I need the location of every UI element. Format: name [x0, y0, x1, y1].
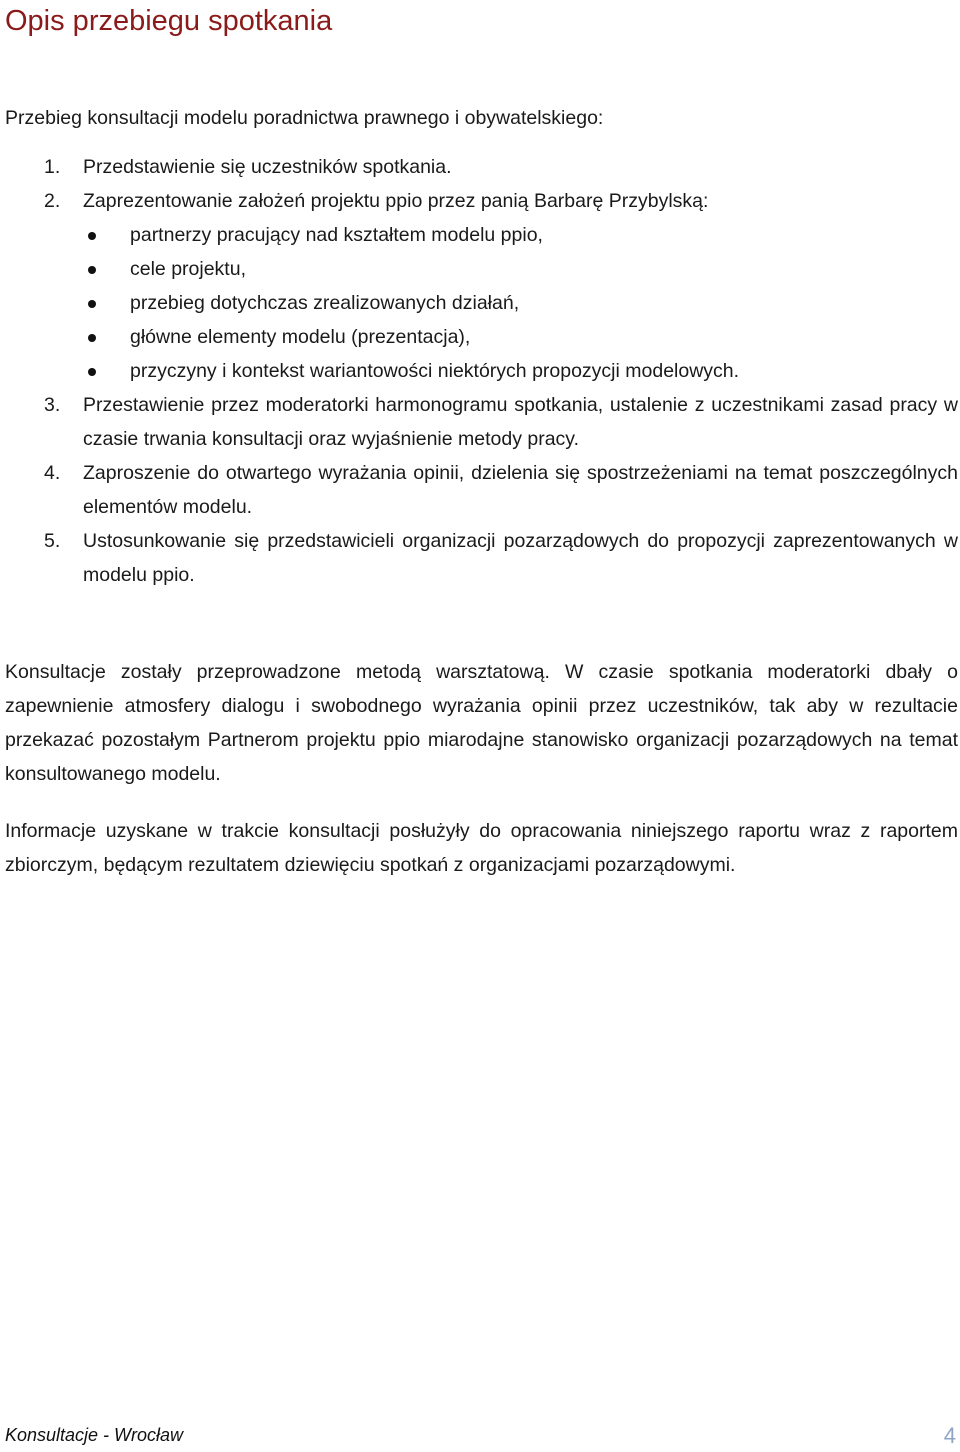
sub-list-item: [83, 286, 958, 320]
sub-list-item: [83, 354, 958, 388]
footer-label: Konsultacje - Wrocław: [5, 1425, 184, 1445]
sub-list-item-text: cele projektu,: [130, 258, 246, 280]
method-paragraph: Konsultacje zostały przeprowadzone metodą warsztatową. W czasie spotkania moderatorki dbały o zapewnienie atmosfery dialogu i swobodnego wyrażania opinii przez uczestników, tak aby w rezultacie przekazać pozostałym Partnerom projektu ppio miarodajne stanowisko organizacji pozarządowych na temat konsultowanego modelu.: [5, 661, 958, 785]
agenda-item-3: [0, 388, 958, 456]
agenda-item-2: [0, 184, 958, 388]
page-title: Opis przebiegu spotkania: [5, 5, 333, 37]
bullet-icon: [88, 334, 96, 342]
agenda-sub-list: [83, 218, 958, 388]
agenda-item-text: Zaprezentowanie założeń projektu ppio przez panią Barbarę Przybylską:: [83, 190, 709, 212]
agenda-item-1: [0, 150, 958, 184]
intro-text: Przebieg konsultacji modelu poradnictwa prawnego i obywatelskiego:: [5, 107, 604, 129]
agenda-item-4: [0, 456, 958, 524]
agenda-list: [0, 150, 958, 592]
agenda-item-number: 3.: [44, 394, 61, 416]
sub-list-item-text: przebieg dotychczas zrealizowanych działań,: [130, 292, 520, 314]
bullet-icon: [88, 232, 96, 240]
agenda-item-number: 4.: [44, 462, 61, 484]
bullet-icon: [88, 266, 96, 274]
bullet-icon: [88, 300, 96, 308]
sub-list-item: [83, 252, 958, 286]
agenda-item-number: 5.: [44, 530, 61, 552]
agenda-item-text: Zaproszenie do otwartego wyrażania opinii, dzielenia się spostrzeżeniami na temat poszczególnych elementów modelu.: [83, 462, 958, 518]
report-paragraph: Informacje uzyskane w trakcie konsultacji posłużyły do opracowania niniejszego raportu wraz z raportem zbiorczym, będącym rezultatem dziewięciu spotkań z organizacjami pozarządowymi.: [5, 820, 958, 876]
sub-list-item: [83, 218, 958, 252]
agenda-item-text: Przestawienie przez moderatorki harmonogramu spotkania, ustalenie z uczestnikami zasad pracy w czasie trwania konsultacji oraz wyjaśnienie metody pracy.: [83, 394, 958, 450]
agenda-item-text: Przedstawienie się uczestników spotkania.: [83, 156, 452, 178]
page-number: 4: [943, 1423, 956, 1448]
sub-list-item: [83, 320, 958, 354]
agenda-item-number: 1.: [44, 156, 61, 178]
sub-list-item-text: główne elementy modelu (prezentacja),: [130, 326, 471, 348]
agenda-item-number: 2.: [44, 190, 61, 212]
bullet-icon: [88, 368, 96, 376]
agenda-item-text: Ustosunkowanie się przedstawicieli organizacji pozarządowych do propozycji zaprezentowanych w modelu ppio.: [83, 530, 958, 586]
sub-list-item-text: przyczyny i kontekst wariantowości niektórych propozycji modelowych.: [130, 360, 740, 382]
agenda-item-5: [0, 524, 958, 592]
sub-list-item-text: partnerzy pracujący nad kształtem modelu ppio,: [130, 224, 543, 246]
